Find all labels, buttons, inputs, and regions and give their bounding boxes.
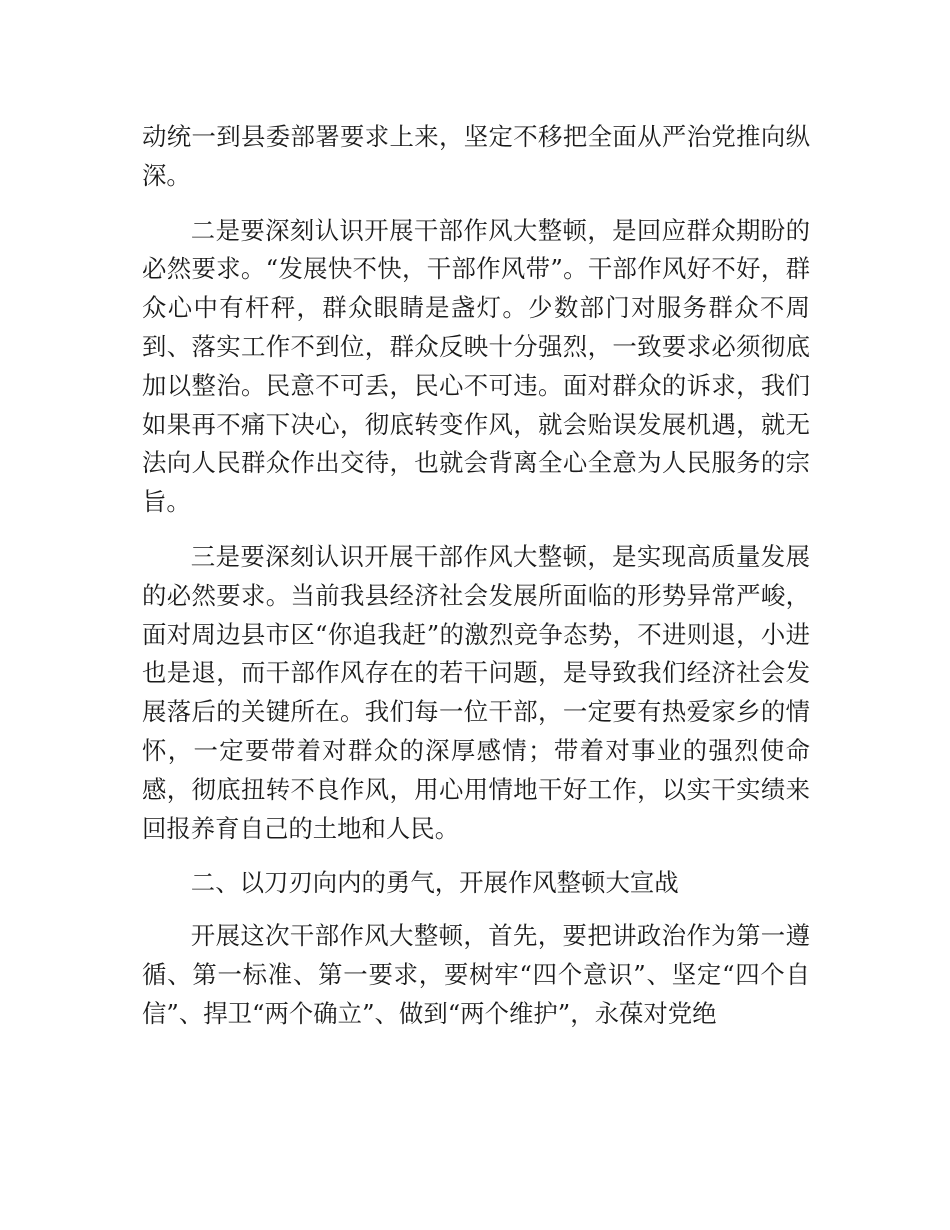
section-heading-two: 二、以刀刃向内的勇气，开展作风整顿大宣战 <box>190 868 679 898</box>
paragraph-point-two: 二是要深刻认识开展干部作风大整顿，是回应群众期盼的必然要求。“发展快不快，干部作风带”。干部作风好不好，群众心中有杆秤，群众眼睛是盏灯。少数部门对服务群众不周到、落实工作不到位，群众反映十分强烈，一致要求必须彻底加以整治。民意不可丢，民心不可违。面对群众的诉求，我们如果再不痛下决心，彻底转变作风，就会贻误发展机遇，就无法向人民群众作出交待，也就会背离全心全意为人民服务的宗旨。 <box>142 215 810 517</box>
document-body <box>142 118 810 1050</box>
paragraph-continuation: 动统一到县委部署要求上来，坚定不移把全面从严治党推向纵深。 <box>142 122 810 190</box>
paragraph-point-three: 三是要深刻认识开展干部作风大整顿，是实现高质量发展的必然要求。当前我县经济社会发展所面临的形势异常严峻，面对周边县市区“你追我赶”的激烈竞争态势，不进则退，小进也是退，而干部作风存在的若干问题，是导致我们经济社会发展落后的关键所在。我们每一位干部，一定要有热爱家乡的情怀，一定要带着对群众的深厚感情；带着对事业的强烈使命感，彻底扭转不良作风，用心用情地干好工作，以实干实绩来回报养育自己的土地和人民。 <box>142 541 810 843</box>
paragraph-section-two-body: 开展这次干部作风大整顿，首先，要把讲政治作为第一遵循、第一标准、第一要求，要树牢“四个意识”、坚定“四个自信”、捍卫“两个确立”、做到“两个维护”，永葆对党绝 <box>142 921 810 1028</box>
